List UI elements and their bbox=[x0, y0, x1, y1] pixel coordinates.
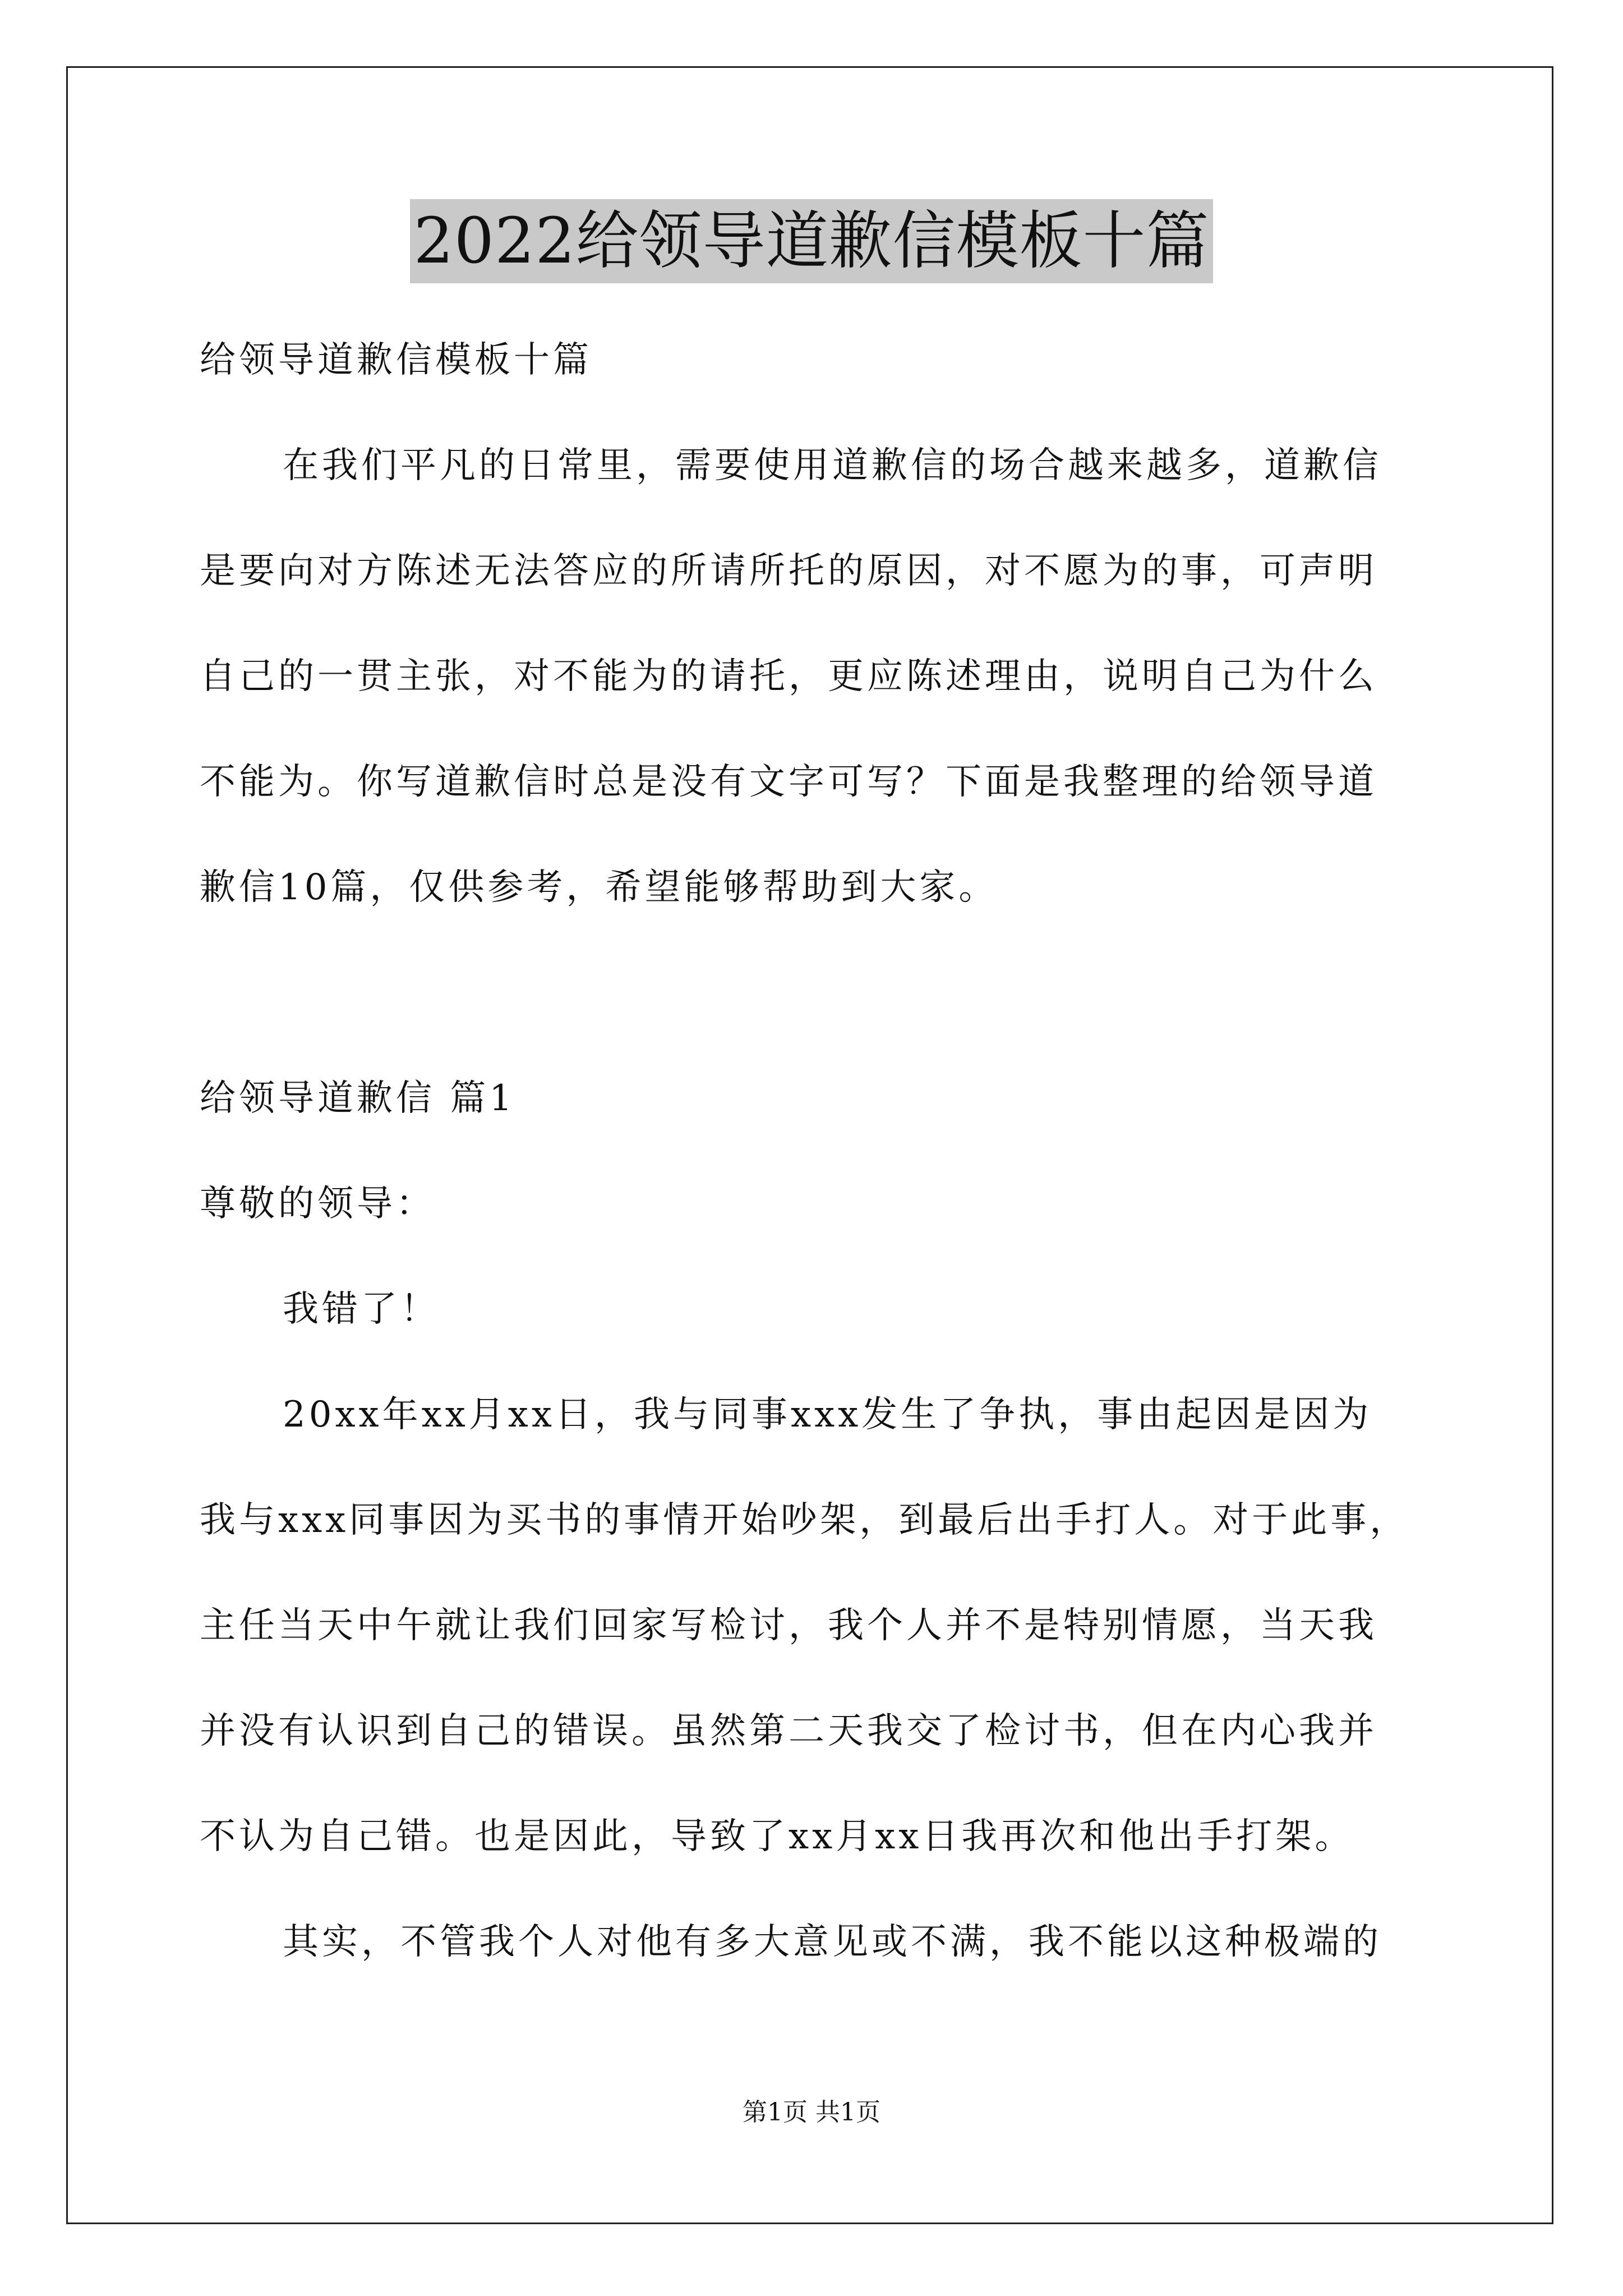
doc-line: 我错了！ bbox=[283, 1289, 440, 1330]
doc-line: 并没有认识到自己的错误。虽然第二天我交了检讨书，但在内心我并 bbox=[200, 1710, 1377, 1752]
document-body bbox=[200, 307, 1433, 1995]
doc-line: 自己的一贯主张，对不能为的请托，更应陈述理由，说明自己为什么 bbox=[200, 656, 1377, 697]
doc-line: 给领导道歉信模板十篇 bbox=[200, 339, 592, 381]
title-wrap bbox=[0, 199, 1623, 283]
doc-line: 其实，不管我个人对他有多大意见或不满，我不能以这种极端的 bbox=[283, 1921, 1382, 1963]
page-footer: 第1页 共1页 bbox=[743, 2098, 880, 2127]
doc-line: 主任当天中午就让我们回家写检讨，我个人并不是特别情愿，当天我 bbox=[200, 1605, 1377, 1646]
doc-line: 不能为。你写道歉信时总是没有文字可写？下面是我整理的给领导道 bbox=[200, 761, 1377, 803]
document-title: 2022给领导道歉信模板十篇 bbox=[410, 199, 1212, 283]
doc-line: 我与xxx同事因为买书的事情开始吵架，到最后出手打人。对于此事， bbox=[200, 1499, 1409, 1541]
doc-line: 不认为自己错。也是因此，导致了xx月xx日我再次和他出手打架。 bbox=[200, 1816, 1354, 1857]
doc-line: 在我们平凡的日常里，需要使用道歉信的场合越来越多，道歉信 bbox=[283, 445, 1382, 486]
doc-line: 20xx年xx月xx日，我与同事xxx发生了争执，事由起因是因为 bbox=[283, 1394, 1372, 1435]
salutation: 尊敬的领导： bbox=[200, 1183, 435, 1225]
blank-line bbox=[200, 940, 1433, 1046]
section-heading: 给领导道歉信 篇1 bbox=[200, 1078, 516, 1119]
doc-line: 是要向对方陈述无法答应的所请所托的原因，对不愿为的事，可声明 bbox=[200, 550, 1377, 592]
doc-line: 歉信10篇，仅供参考，希望能够帮助到大家。 bbox=[200, 867, 998, 908]
